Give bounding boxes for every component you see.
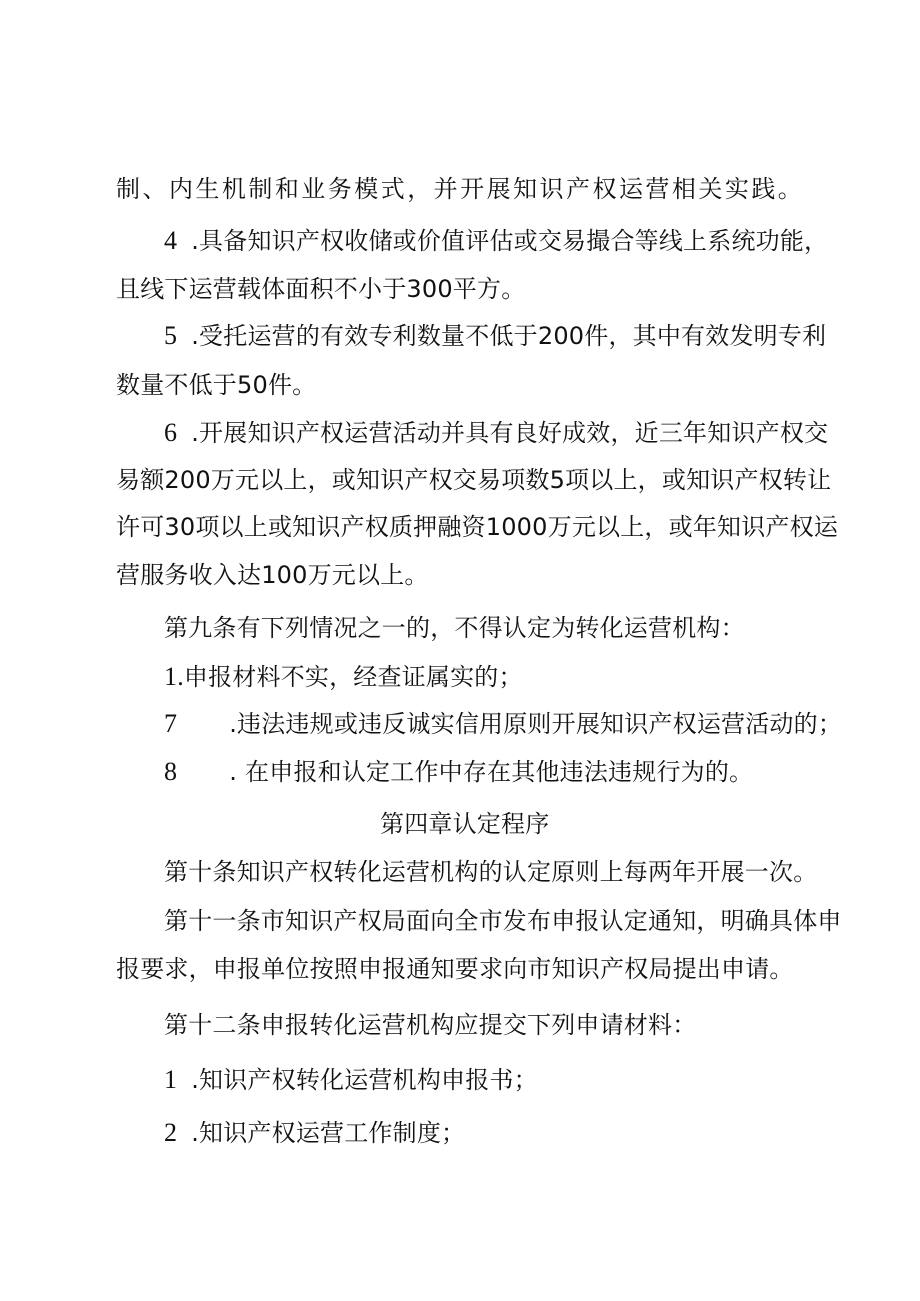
article-9-item-7-text: .违法违规或违反诚实信用原则开展知识产权运营活动的；: [229, 710, 843, 738]
item-6-line-4: 营服务收入达100万元以上。: [116, 561, 429, 589]
item-dot-4: .: [191, 227, 200, 255]
article-12-item-2: [164, 1118, 465, 1148]
item-6-line-3: 许可30项以上或知识产权质押融资1000万元以上，或年知识产权运: [116, 513, 839, 541]
item-5-line-2: 数量不低于50件。: [116, 371, 317, 399]
item-4-text-1: 具备知识产权收储或价值评估或交易撮合等线上系统功能，: [199, 227, 829, 255]
article-11-line-1: 第十一条市知识产权局面向全市发布申报认定通知，明确具体申: [164, 907, 842, 935]
article-9-item-1: [164, 662, 523, 692]
item-4-line-2: 且线下运营载体面积不小于300平方。: [116, 275, 526, 303]
article-9-item-1-text: 申报材料不实，经查证属实的；: [183, 663, 523, 691]
article-9-item-number-7: 7: [164, 709, 178, 738]
article-9: 第九条有下列情况之一的，不得认定为转化运营机构：: [164, 614, 745, 642]
article-9-item-number-8: 8: [164, 757, 178, 786]
item-dot-6: .: [191, 419, 200, 447]
article-12-item-number-1: 1: [164, 1065, 178, 1094]
chapter-heading: 第四章认定程序: [380, 810, 550, 838]
article-9-item-dot-8: .: [229, 758, 238, 786]
article-12-item-1: [164, 1065, 538, 1095]
article-12: 第十二条申报转化运营机构应提交下列申请材料：: [164, 1011, 697, 1039]
article-9-item-8-text: 在申报和认定工作中存在其他违法违规行为的。: [245, 758, 754, 786]
article-12-item-number-2: 2: [164, 1118, 178, 1147]
article-12-item-2-text: .知识产权运营工作制度；: [191, 1119, 466, 1147]
item-4-line-1: [116, 226, 829, 256]
article-9-item-7: [164, 709, 842, 739]
item-6-line-1: [116, 418, 829, 448]
article-9-item-8: [164, 757, 753, 787]
item-number-6: 6: [164, 418, 178, 447]
article-12-item-1-text: .知识产权转化运营机构申报书；: [191, 1066, 538, 1094]
item-5-line-1: [116, 321, 827, 351]
item-number-5: 5: [164, 321, 178, 350]
article-9-item-number-1: 1.: [164, 662, 184, 691]
item-5-text-1: 受托运营的有效专利数量不低于200件，其中有效发明专利: [199, 322, 827, 350]
article-10: 第十条知识产权转化运营机构的认定原则上每两年开展一次。: [164, 858, 818, 886]
item-number-4: 4: [164, 226, 178, 255]
item-dot-5: .: [191, 322, 200, 350]
item-6-text-1: 开展知识产权运营活动并具有良好成效，近三年知识产权交: [199, 419, 829, 447]
article-11-line-2: 报要求，申报单位按照申报通知要求向市知识产权局提出申请。: [116, 955, 794, 983]
item-6-line-2: 易额200万元以上，或知识产权交易项数5项以上，或知识产权转让: [116, 466, 832, 494]
text-line-1: 制、内生机制和业务模式，并开展知识产权运营相关实践。: [116, 175, 802, 203]
